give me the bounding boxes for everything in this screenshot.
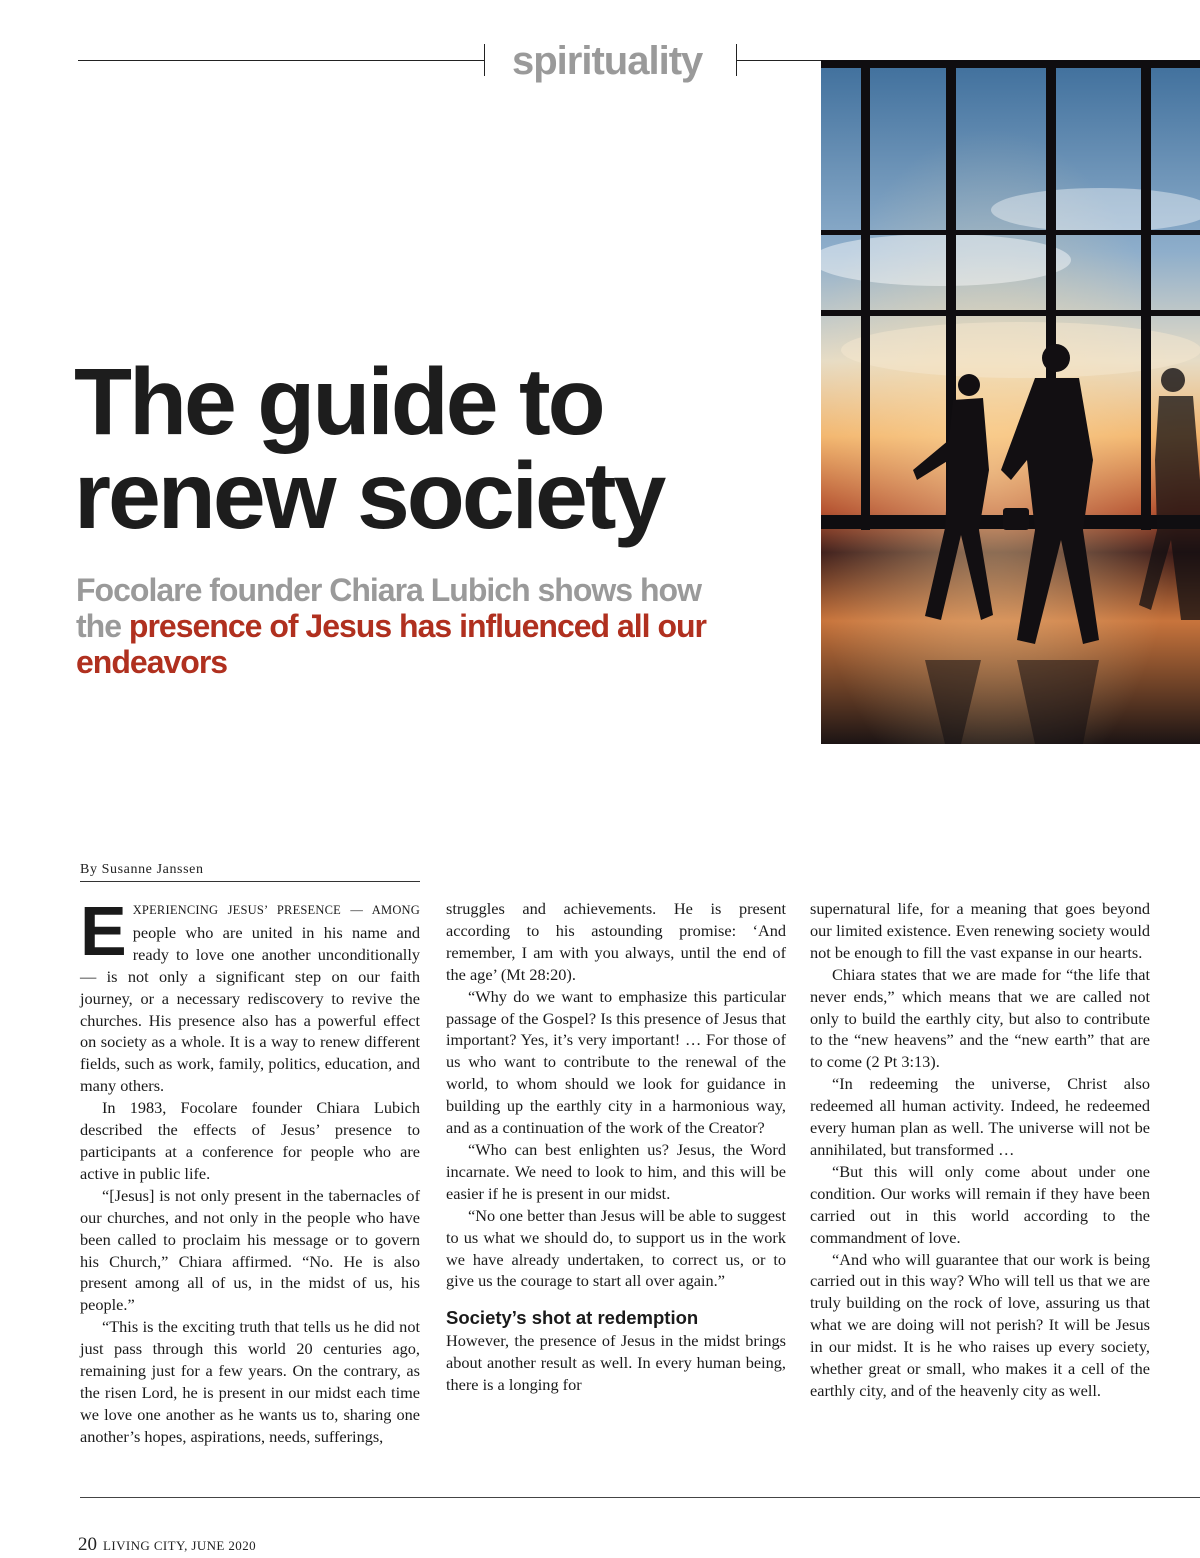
subtitle-highlight: presence of Jesus has influenced all our endeavors [76,608,706,680]
section-subhead: Society’s shot at redemption [446,1307,699,1329]
article-title-line-2: renew society [74,443,664,549]
header-rule-left [78,60,484,61]
folio [78,1534,256,1556]
header-tick-left [484,44,485,76]
paragraph: struggles and achievements. He is present according to his astounding promise: ‘And remember, I am with you always, until the end of the age’ (Mt 28:20). [446,899,786,984]
header-rule-right [736,60,821,61]
article-subtitle [76,572,716,680]
paragraph: “Who can best enlighten us? Jesus, the Word incarnate. We need to look to him, and this will be easier if he is present in our midst. [446,1139,786,1203]
article-column-2 [446,898,786,1396]
paragraph: “No one better than Jesus will be able to suggest to us what we should do, to support us in the work we have already undertaken, to correct us, or to give us the courage to start all over again.” [446,1205,786,1291]
paragraph-text: people who are united in his name and ready to love one another unconditionally — is not only a significant step on our faith journey, or a necessary rediscovery to revive the churches. His presence also has a powerful effect on society as a whole. It is a way to renew different fields, such as work, family, politics, education, and many others. [80,922,420,1096]
footer-rule [80,1497,1200,1498]
article-column-3 [810,898,1150,1402]
paragraph: supernatural life, for a meaning that goes beyond our limited existence. Even renewing society would not be enough to fill the vast expanse in our hearts. [810,899,1150,962]
paragraph: “[Jesus] is not only present in the tabernacles of our churches, and not only in the people who have been called to proclaim his message or to govern his Church,” Chiara affirmed. “No. He is also present among all of us, in the midst of us, his people.” [80,1185,420,1315]
paragraph: “Why do we want to emphasize this particular passage of the Gospel? Is this presence of Jesus that important? Yes, it’s very important! … For those of us who want to contribute to the renewal of the world, to whom should we look for guidance in building up the earthly city in a harmonious way, and as a continuation of the work of the Creator? [446,986,786,1138]
paragraph: “And who will guarantee that our work is being carried out in this way? Who will tell us that we are truly building on the rock of love, assuring us that what we are doing will not perish? It will be Jesus in our midst. It is he who raises up every society, whether great or small, who makes it a cell of the earthly city, and of the heavenly city as well. [810,1249,1150,1400]
paragraph: “This is the exciting truth that tells us he did not just pass through this world 20 centuries ago, remaining just for a few years. On the contrary, as the risen Lord, he is present in our midst each time we love one another as he wants us to, sharing one another’s hopes, aspirations, needs, sufferings, [80,1317,420,1446]
article-column-1 [80,892,420,1448]
drop-cap: E [80,892,127,970]
paragraph: However, the presence of Jesus in the midst brings about another result as well. In every human being, there is a longing for [446,1331,786,1395]
lead-in-caps: XPERIENCING JESUS’ PRESENCE — AMONG [132,903,420,917]
paragraph: In 1983, Focolare founder Chiara Lubich described the effects of Jesus’ presence to participants at a conference for people who are active in public life. [80,1098,420,1183]
paragraph: Chiara states that we are made for “the life that never ends,” which means that we are called not only to build the earthly city, but also to contribute to the “new heavens” and the “new earth” that are to come (2 Pt 3:13). [810,964,1150,1072]
byline: By Susanne Janssen [80,862,420,882]
paragraph [80,892,420,1097]
section-label: spirituality [512,39,703,83]
article-photo [821,60,1200,744]
publication-name: LIVING CITY, JUNE 2020 [103,1538,256,1553]
paragraph: “But this will only come about under one condition. Our works will remain if they have been carried out in this world according to the commandment of love. [810,1161,1150,1247]
subtitle-gray: Focolare founder Chiara Lubich shows how the [76,572,701,644]
article-title [74,349,774,549]
article-title-line-1: The guide to [74,349,603,455]
page-number: 20 [78,1534,97,1555]
paragraph: “In redeeming the universe, Christ also redeemed all human activity. Indeed, he redeemed every human plan as well. The universe will not be annihilated, but transformed … [810,1074,1150,1159]
